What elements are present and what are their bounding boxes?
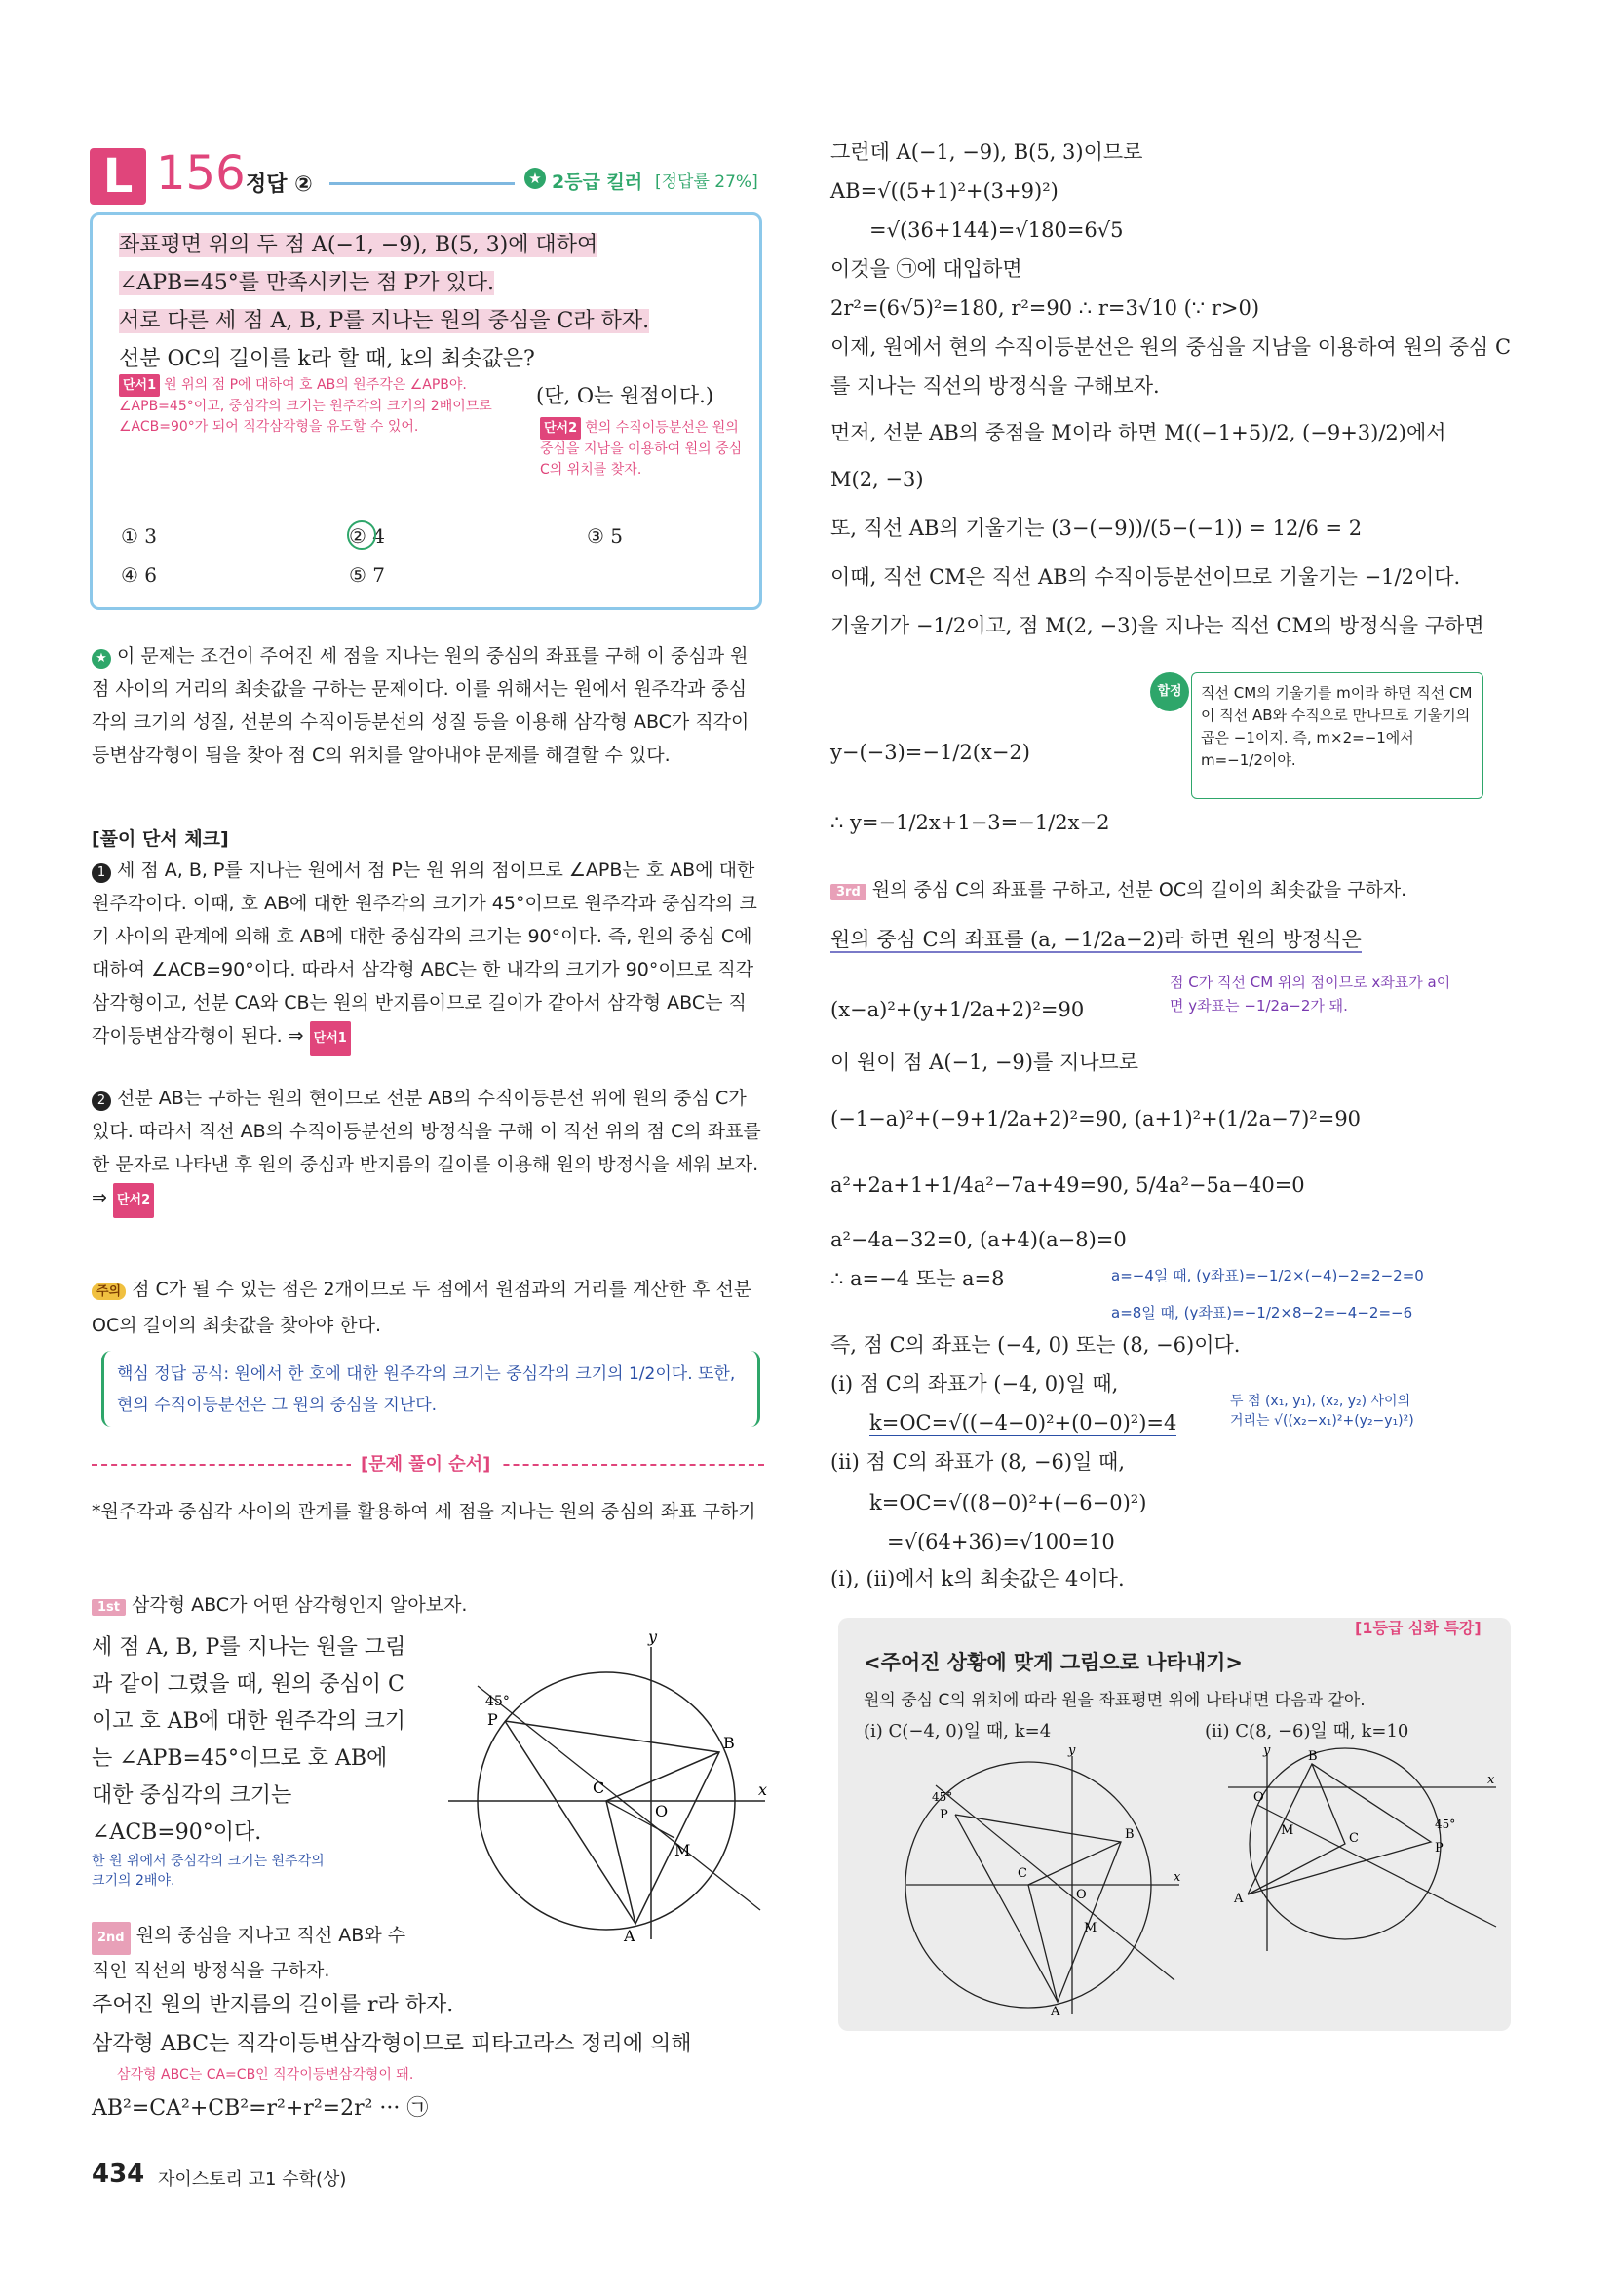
step2-body-2: 삼각형 ABC는 직각이등변삼각형이므로 피타고라스 정리에 의해: [92, 2032, 692, 2056]
problem-line-3: 서로 다른 세 점 A, B, P를 지나는 원의 중심을 C라 하자.: [119, 309, 650, 333]
step2-body-1: 주어진 원의 반지름의 길이를 r라 하자.: [92, 1993, 454, 2017]
triangle-acb: [606, 1752, 719, 1924]
sol-line-17: (−1−a)²+(−9+1/2a+2)²=90, (a+1)²+(1/2a−7)²=90: [830, 1107, 1362, 1130]
step1-tag: 1st: [92, 1599, 126, 1616]
intro-text: [92, 639, 764, 772]
point-b-label: B: [1125, 1827, 1135, 1842]
point-c-label: C: [593, 1779, 605, 1797]
circle-figure-case1: [897, 1746, 1189, 2019]
clue-1-text: 원 위의 점 P에 대하여 호 AB의 원주각은 ∠APB야. ∠APB=45°이고, 중심각의 크기는 원주각의 크기의 2배이므로 ∠ACB=90°가 되어 직각삼각형을 유도할 수 있어.: [119, 377, 492, 435]
point-m-label: M: [1281, 1823, 1294, 1838]
point-b-label: B: [723, 1734, 735, 1752]
right-solution: [830, 133, 1513, 645]
choice-4[interactable]: ④ 6: [121, 563, 158, 587]
intro-paragraph: 이 문제는 조건이 주어진 세 점을 지나는 원의 중심의 좌표를 구해 이 중심과 원점 사이의 거리의 최솟값을 구하는 문제이다. 이를 위해서는 원에서 원주각과 중심각의 크기의 성질, 선분의 수직이등분선의 성질 등을 이용해 삼각형 ABC가 직각이등변삼각형이 됨을 찾아 점 C의 위치를 알아내야 문제를 해결할 수 있다.: [92, 645, 750, 766]
sol-line-14: [830, 920, 1362, 959]
problem-text: [119, 226, 752, 378]
circle-figure-case2: [1218, 1746, 1501, 1961]
case-2-label: (ii) C(8, −6)일 때, k=10: [1205, 1721, 1409, 1741]
order-title: [문제 풀이 순서]: [351, 1450, 500, 1475]
correct-rate: [정답률 27%]: [655, 172, 758, 192]
x-label: x: [1487, 1773, 1495, 1787]
sol-line-8: M(2, −3): [830, 468, 924, 491]
check-2: [92, 1082, 764, 1218]
star-icon: ★: [92, 649, 111, 669]
origin-label: O: [1076, 1888, 1087, 1902]
point-m-label: M: [1084, 1921, 1097, 1935]
step2-title: 원의 중심을 지나고 직선 AB와 수직인 직선의 방정식을 구하자.: [92, 1925, 406, 1981]
sol-line-27: (i), (ii)에서 k의 최솟값은 4이다.: [830, 1567, 1125, 1590]
step2-equation: AB²=CA²+CB²=r²+r²=2r² ··· ㉠: [92, 2096, 429, 2121]
advanced-desc: 원의 중심 C의 위치에 따라 원을 좌표평면 위에 나타내면 다음과 같아.: [864, 1691, 1366, 1710]
step1-note: 한 원 위에서 중심각의 크기는 원주각의 크기의 2배야.: [92, 1854, 325, 1889]
page-number: 434: [92, 2160, 145, 2189]
problem-line-2: ∠APB=45°를 만족시키는 점 P가 있다.: [119, 271, 495, 295]
sol-line-4: 이것을 ㉠에 대입하면: [830, 257, 1022, 281]
point-p-label: P: [487, 1710, 498, 1729]
line-eq-1: y−(−3)=−1/2(x−2): [830, 741, 1030, 764]
y-value-note-2: a=8일 때, (y좌표)=−1/2×8−2=−4−2=−6: [1111, 1304, 1413, 1321]
point-a-label: A: [1051, 2005, 1060, 2019]
step1-header: [92, 1590, 467, 1617]
angle-label: 45°: [932, 1790, 953, 1804]
perpendicular-bisector: [936, 1785, 1174, 1980]
triangle-acb: [1028, 1842, 1121, 2002]
x-label: x: [1174, 1870, 1181, 1885]
point-c-label: C: [1349, 1831, 1359, 1846]
check-2-text: 선분 AB는 구하는 원의 현이므로 선분 AB의 수직이등분선 위에 원의 중심 C가 있다. 따라서 직선 AB의 수직이등분선의 방정식을 구해 이 직선 위의 점 C의 좌표를 한 문자로 나타낸 후 원의 중심과 반지름의 길이를 이용해 원의 방정식을 세워 보자. ⇒: [92, 1088, 761, 1208]
x-label: x: [758, 1780, 768, 1799]
caution: [92, 1273, 764, 1342]
problem-number-badge: L: [90, 148, 146, 205]
sol-line-20: ∴ a=−4 또는 a=8: [830, 1267, 1005, 1290]
choice-2[interactable]: ② 4: [349, 524, 386, 548]
point-p-label: P: [940, 1808, 948, 1822]
sol-line-11: 기울기가 −1/2이고, 점 M(2, −3)을 지나는 직선 CM의 방정식을 구하면: [830, 614, 1484, 637]
step2-tag: 2nd: [92, 1922, 131, 1955]
sol-line-1: 그런데 A(−1, −9), B(5, 3)이므로: [830, 140, 1143, 164]
difficulty-label: 2등급 킬러: [552, 172, 643, 193]
circle-equation: (x−a)²+(y+1/2a+2)²=90: [830, 998, 1085, 1021]
advanced-title: <주어진 상황에 맞게 그림으로 나타내기>: [864, 1651, 1244, 1674]
sol-line-10: 이때, 직선 CM은 직선 AB의 수직이등분선이므로 기울기는 −1/2이다.: [830, 565, 1461, 589]
clue-1-tag: 단서1: [119, 374, 160, 397]
check-1-text: 세 점 A, B, P를 지나는 원에서 점 P는 원 위의 점이므로 ∠APB는 호 AB에 대한 원주각이다. 이때, 호 AB에 대한 원주각의 크기가 45°이므로 원주각과 중심각의 크기 사이의 관계에 의해 호 AB에 대한 중심각의 크기는 90°이다. 즉, 원의 중심 C에 대하여 ∠ACB=90°이다. 따라서 삼각형 ABC는 한 내각의 크기가 90°이므로 직각삼각형이고, 선분 CA와 CB는 원의 반지름이므로 길이가 같아서 삼각형 ABC는 직각이등변삼각형이 된다. ⇒: [92, 860, 757, 1047]
y-label: y: [1068, 1746, 1076, 1758]
caution-tag: 주의: [92, 1283, 126, 1300]
line-eq-2: ∴ y=−1/2x+1−3=−1/2x−2: [830, 811, 1110, 834]
answer-label: 정답 ②: [246, 172, 313, 197]
clue-2-text: 현의 수직이등분선은 원의 중심을 지남을 이용하여 원의 중심 C의 위치를 찾자.: [540, 420, 743, 478]
sol-line-5: 2r²=(6√5)²=180, r²=90 ∴ r=3√10 (∵ r>0): [830, 296, 1260, 320]
y-label: y: [648, 1627, 658, 1646]
caution-text: 점 C가 될 수 있는 점은 2개이므로 두 점에서 원점과의 거리를 계산한 후 선분 OC의 길이의 최솟값을 찾아야 한다.: [92, 1279, 752, 1336]
y-value-note-1: a=−4일 때, (y좌표)=−1/2×(−4)−2=2−2=0: [1111, 1267, 1424, 1284]
step3-tag: 3rd: [830, 884, 866, 900]
y-label: y: [1263, 1746, 1271, 1758]
triangle-acb: [1248, 1764, 1345, 1894]
sol-line-22: (i) 점 C의 좌표가 (−4, 0)일 때,: [830, 1372, 1119, 1396]
angle-label: 45°: [1435, 1818, 1456, 1831]
hint-tag: 합정: [1150, 672, 1189, 711]
sol-line-9: 또, 직선 AB의 기울기는 (3−(−9))/(5−(−1)) = 12/6 = 2: [830, 517, 1363, 540]
step1-title: 삼각형 ABC가 어떤 삼각형인지 알아보자.: [132, 1594, 468, 1616]
step2-header: [92, 1920, 423, 1986]
sol-line-19: a²−4a−32=0, (a+4)(a−8)=0: [830, 1228, 1127, 1251]
check-1: [92, 854, 764, 1056]
problem-note: (단, O는 원점이다.): [536, 384, 714, 407]
sol-line-24: (ii) 점 C의 좌표가 (8, −6)일 때,: [830, 1450, 1125, 1473]
origin-label: O: [655, 1802, 669, 1820]
clue-2-ref: 단서2: [113, 1183, 154, 1218]
advanced-badge: [1등급 심화 특강]: [1355, 1619, 1482, 1637]
point-p-label: P: [1435, 1841, 1444, 1856]
book-title: 자이스토리 고1 수학(상): [158, 2169, 347, 2190]
order-text: *원주각과 중심각 사이의 관계를 활용하여 세 점을 지나는 원의 중심의 좌표 구하기: [92, 1501, 756, 1522]
choice-1[interactable]: ① 3: [121, 524, 158, 548]
step3-header: [830, 875, 1406, 901]
sol-line-26: =√(64+36)=√100=10: [887, 1530, 1115, 1553]
point-m-label: M: [674, 1841, 691, 1859]
formula-text: 핵심 정답 공식: 원에서 한 호에 대한 원주각의 크기는 중심각의 크기의 1/2이다. 또한, 현의 수직이등분선은 그 원의 중심을 지난다.: [117, 1364, 736, 1415]
angle-label: 45°: [485, 1694, 510, 1709]
sol-line-2: AB=√((5+1)²+(3+9)²): [830, 179, 1059, 203]
problem-number: 156: [156, 146, 246, 201]
sol-line-3: =√(36+144)=√180=6√5: [869, 218, 1124, 242]
choice-3[interactable]: ③ 5: [587, 524, 624, 548]
header-rule: [329, 182, 515, 185]
point-c-label: C: [1018, 1866, 1027, 1881]
star-icon: ★: [524, 168, 546, 189]
sol-line-25: k=OC=√((8−0)²+(−6−0)²): [869, 1491, 1147, 1514]
sol-line-21: 즉, 점 C의 좌표는 (−4, 0) 또는 (8, −6)이다.: [830, 1333, 1241, 1357]
clue-2-tag: 단서2: [540, 417, 581, 440]
point-a-label: A: [1234, 1892, 1244, 1906]
check-title: [풀이 단서 체크]: [92, 828, 229, 850]
step1-body: 세 점 A, B, P를 지나는 원을 그림과 같이 그렸을 때, 원의 중심이 C이고 호 AB에 대한 원주각의 크기는 ∠APB=45°이므로 호 AB에 대한 중심각의 크기는 ∠ACB=90°이다.: [92, 1635, 406, 1845]
center-setup: 원의 중심 C의 좌표를 (a, −1/2a−2)라 하면 원의 방정식은: [830, 928, 1362, 951]
distance-1: k=OC=√((−4−0)²+(0−0)²)=4: [869, 1411, 1177, 1435]
circle-figure-left: [429, 1627, 780, 1949]
point-b-label: B: [1308, 1749, 1318, 1764]
clue-1: [119, 374, 528, 438]
sol-line-7: 먼저, 선분 AB의 중점을 M이라 하면 M((−1+5)/2, (−9+3)/2)에서: [830, 421, 1446, 444]
center-note: 점 C가 직선 CM 위의 점이므로 x좌표가 a이면 y좌표는 −1/2a−2가 돼.: [1170, 974, 1451, 1014]
choice-2-circle-mark: [347, 520, 376, 550]
perpendicular-bisector: [478, 1686, 760, 1910]
step3-title: 원의 중심 C의 좌표를 구하고, 선분 OC의 길이의 최솟값을 구하자.: [871, 879, 1407, 900]
case-1-label: (i) C(−4, 0)일 때, k=4: [864, 1721, 1052, 1741]
distance-note: 두 점 (x₁, y₁), (x₂, y₂) 사이의 거리는 √((x₂−x₁)²+(y₂−y₁)²): [1230, 1394, 1414, 1429]
triangle-apb: [955, 1815, 1121, 2002]
origin-label: O: [1253, 1790, 1264, 1805]
number-2-icon: 2: [92, 1091, 111, 1111]
clue-2: [540, 417, 754, 480]
sol-line-18: a²+2a+1+1/4a²−7a+49=90, 5/4a²−5a−40=0: [830, 1173, 1305, 1197]
choice-5[interactable]: ⑤ 7: [349, 563, 386, 587]
sol-line-6: 이제, 원에서 현의 수직이등분선은 원의 중심을 지남을 이용하여 원의 중심 C를 지나는 직선의 방정식을 구해보자.: [830, 335, 1512, 398]
sol-line-23: [869, 1403, 1176, 1442]
step2-note: 삼각형 ABC는 CA=CB인 직각이등변삼각형이 돼.: [117, 2067, 414, 2083]
clue-1-ref: 단서1: [310, 1021, 351, 1056]
problem-line-1: 좌표평면 위의 두 점 A(−1, −9), B(5, 3)에 대하여: [119, 233, 598, 257]
point-a-label: A: [624, 1927, 635, 1945]
sol-line-16: 이 원이 점 A(−1, −9)를 지나므로: [830, 1051, 1139, 1074]
problem-line-4: 선분 OC의 길이를 k라 할 때, k의 최솟값은?: [119, 347, 535, 371]
hint-text: 직선 CM의 기울기를 m이라 하면 직선 CM이 직선 AB와 수직으로 만나므로 기울기의 곱은 −1이지. 즉, m×2=−1에서 m=−1/2이야.: [1201, 684, 1473, 769]
number-1-icon: 1: [92, 863, 111, 883]
